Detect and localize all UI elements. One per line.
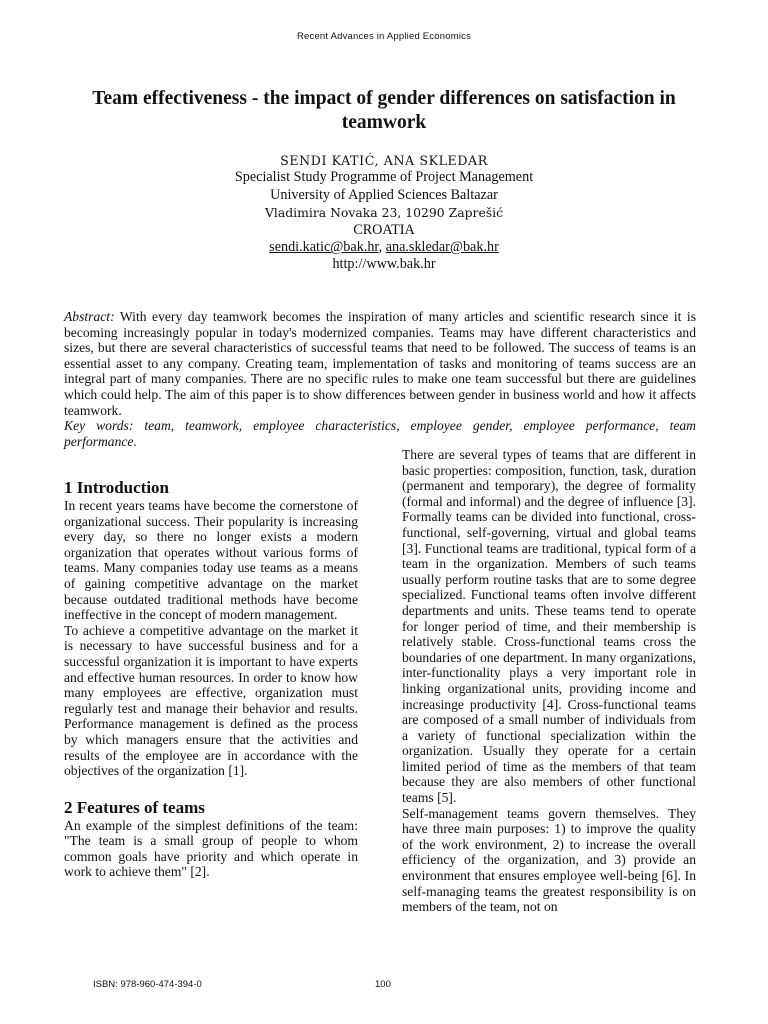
abstract <box>64 309 696 418</box>
intro-paragraph-1: In recent years teams have become the cornerstone of organizational success. Their popularity is increasing every day, so there no longer exists a modern organization that operates without various forms of teams. Many companies today use teams as a means of gaining competitive advantage on the market because outdated traditional methods have become ineffective in the concept of modern management. <box>64 498 358 623</box>
section-heading-features: 2 Features of teams <box>64 797 205 817</box>
author-emails <box>0 239 768 256</box>
left-column <box>64 478 358 880</box>
section-heading-introduction: 1 Introduction <box>64 478 170 497</box>
footer-isbn: ISBN: 978-960-474-394-0 <box>93 979 202 990</box>
affiliation-programme: Specialist Study Programme of Project Management <box>234 169 534 186</box>
keywords: Key words: team, teamwork, employee characteristics, employee gender, employee performance, team performance. <box>64 418 696 449</box>
features-paragraph-1: An example of the simplest definitions of the team: "The team is a small group of people to whom common goals have priority and which operate in work to achieve them" [2]. <box>64 817 358 880</box>
email-separator: , <box>378 239 386 256</box>
intro-paragraph-2: To achieve a competitive advantage on the market it is necessary to have successful business and for a successful organization it is important to have experts and effective human resources. In order to know how many employees are effective, organization must regularly test and manage their behavior and results. Performance management is defined as the process by which managers ensure that the activities and results of the employee are in accordance with the objectives of the organization [1]. <box>64 622 358 779</box>
paper-title: Team effectiveness - the impact of gender differences on satisfaction in teamwork <box>92 88 676 133</box>
affiliation-address: Vladimira Novaka 23, 10290 Zaprešić <box>264 205 504 221</box>
right-column <box>402 447 696 915</box>
abstract-text: With every day teamwork becomes the inspiration of many articles and scientific research since it is becoming increasingly popular in today's modernized companies. Teams may have different characteristics and sizes, but there are several characteristics of successful teams that need to be followed. The success of teams is an essential asset to any company. Creating team, implementation of tasks and monitoring of teams success are an integral part of many companies. There are no specific rules to make one team successful but there are guidelines which could help. The aim of this paper is to show differences between gender in business world and how it affects teamwork. <box>64 309 696 418</box>
email-link-katic[interactable]: sendi.katic@bak.hr <box>269 239 379 256</box>
teams-types-paragraph: There are several types of teams that are different in basic properties: composition, function, task, duration (permanent and temporary), the degree of formality (formal and informal) and the degree of influence [3]. Formally teams can be divided into functional, cross-functional, self-governing, virtual and global teams [3]. Functional teams are traditional, typical form of a team in the organization. Members of such teams usually perform routine tasks that are to some degree specialized. Functional teams often involve different departments and units. These teams tend to operate for longer period of time, and their membership is relatively stable. Cross-functional teams cross the boundaries of one department. In many organizations, inter-functionality plays a very important role in linking organizational units, providing income and increasinge productivity [4]. Cross-functional teams are composed of a small number of individuals from a variety of functional specialization within the organization. Usually they operate for a certain limited period of time as the members of that team because they are also members of other functional teams [5]. <box>402 447 696 806</box>
abstract-label: Abstract: <box>64 309 115 324</box>
author-block <box>0 152 768 274</box>
running-header: Recent Advances in Applied Economics <box>296 31 472 42</box>
email-link-skledar[interactable]: ana.skledar@bak.hr <box>385 239 499 256</box>
author-names: SENDI KATIĆ, ANA SKLEDAR <box>280 153 488 168</box>
page-number: 100 <box>375 979 391 990</box>
website-link[interactable]: http://www.bak.hr <box>332 256 436 273</box>
self-management-paragraph: Self-management teams govern themselves. They have three main purposes: 1) to improve the quality of the work environment, 2) to increase the overall efficiency of the organization, and 3) provide an environment that ensures employee well-being [6]. In self-managing teams the greatest responsibility is on members of the team, not on <box>402 805 696 915</box>
affiliation-country: CROATIA <box>353 221 415 238</box>
affiliation-university: University of Applied Sciences Baltazar <box>270 186 498 203</box>
